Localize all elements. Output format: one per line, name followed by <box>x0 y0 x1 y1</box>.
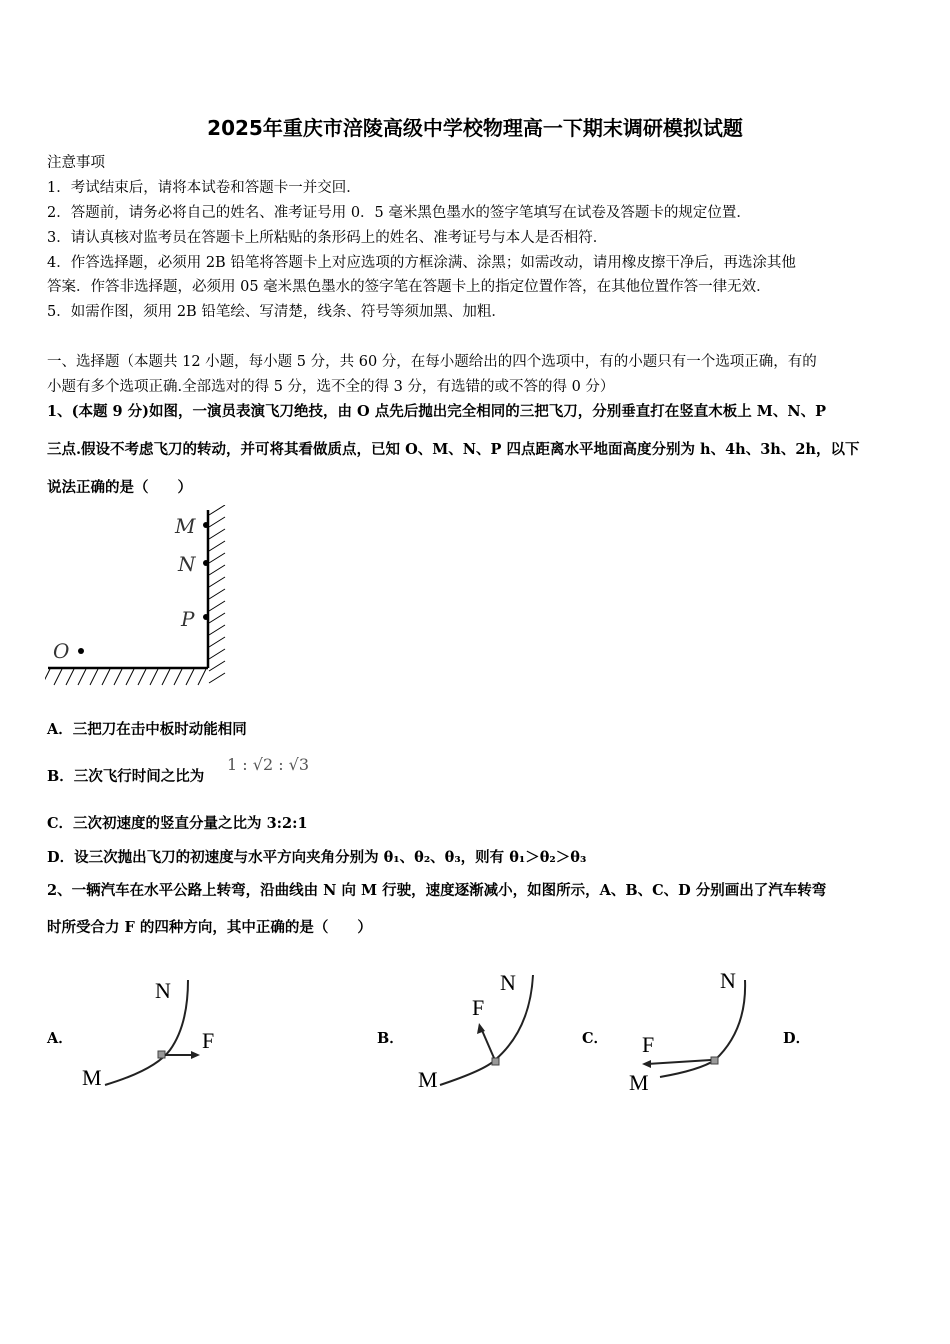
section-heading: 一、选择题（本题共 12 小题，每小题 5 分，共 60 分，在每小题给出的四个选项中，有的小题只有一个选项正确，有的 <box>47 354 817 370</box>
label-n: N <box>720 968 736 993</box>
point-n <box>203 560 209 566</box>
q2-option-b-label: B． <box>377 1030 404 1047</box>
notice-item: 3．请认真核对监考员在答题卡上所粘贴的条形码上的姓名、准考证号与本人是否相符． <box>47 230 608 246</box>
label-m: M <box>418 1067 438 1092</box>
q1-figure <box>45 505 235 690</box>
car-marker <box>711 1057 718 1064</box>
label-n: N <box>178 552 196 576</box>
notice-heading: 注意事项 <box>47 155 105 171</box>
notice-item: 答案．作答非选择题，必须用 05 毫米黑色墨水的签字笔在答题卡上的指定位置作答，在其他位置作答一律无效． <box>47 279 771 295</box>
car-marker <box>492 1058 499 1065</box>
label-n: N <box>500 970 516 995</box>
q2-figure-b <box>415 960 555 1095</box>
label-m: M <box>82 1065 102 1090</box>
point-o <box>78 648 84 654</box>
q1-stem-line1: 1、(本题 9 分)如图，一演员表演飞刀绝技，由 O 点先后抛出完全相同的三把飞刀，分别垂直打在竖直木板上 M、N、P <box>47 403 826 420</box>
label-f: F <box>202 1028 215 1053</box>
notice-item: 2．答题前，请务必将自己的姓名、准考证号用 0．5 毫米黑色墨水的签字笔填写在试卷及答题卡的规定位置． <box>47 205 751 221</box>
label-m: M <box>175 514 196 538</box>
board-hatch <box>209 505 225 683</box>
label-f: F <box>472 995 485 1020</box>
label-n: N <box>155 978 171 1003</box>
section-heading-cont: 小题有多个选项正确.全部选对的得 5 分，选不全的得 3 分，有选错的或不答的得 0 分） <box>47 379 615 395</box>
q1-option-b-math: 1 : √2 : √3 <box>227 755 310 774</box>
q1-stem-line3: 说法正确的是（ ） <box>47 479 192 496</box>
q2-figure-a <box>80 970 240 1095</box>
q1-stem-line2: 三点.假设不考虑飞刀的转动，并可将其看做质点，已知 O、M、N、P 四点距离水平地面高度分别为 h、4h、3h、2h，以下 <box>47 441 860 458</box>
notice-item: 1．考试结束后，请将本试卷和答题卡一并交回． <box>47 180 361 196</box>
q2-stem-line2: 时所受合力 F 的四种方向，其中正确的是（ ） <box>47 919 372 936</box>
q2-figure-c <box>625 960 765 1095</box>
q2-option-a-label: A． <box>47 1030 73 1047</box>
q2-stem-line1: 2、一辆汽车在水平公路上转弯，沿曲线由 N 向 M 行驶，速度逐渐减小，如图所示，A、B、C、D 分别画出了汽车转弯 <box>47 882 827 899</box>
force-arrow <box>481 1028 494 1058</box>
q1-option-a: A．三把刀在击中板时动能相同 <box>47 721 247 738</box>
label-p: P <box>181 607 195 631</box>
label-o: O <box>53 639 70 663</box>
q2-option-c-label: C． <box>582 1030 609 1047</box>
point-m <box>203 522 209 528</box>
point-p <box>203 614 209 620</box>
q1-option-c: C．三次初速度的竖直分量之比为 3:2:1 <box>47 815 308 832</box>
page-title: 2025年重庆市涪陵高级中学校物理高一下期末调研模拟试题 <box>207 116 743 140</box>
force-arrow <box>647 1060 711 1064</box>
curve-path <box>105 980 188 1085</box>
curve-path <box>440 975 533 1085</box>
notice-item: 4．作答选择题，必须用 2B 铅笔将答题卡上对应选项的方框涂满、涂黑；如需改动，请用橡皮擦干净后，再选涂其他 <box>47 255 796 271</box>
car-marker <box>158 1051 165 1058</box>
label-f: F <box>642 1032 655 1057</box>
label-m: M <box>629 1070 649 1095</box>
q1-option-d: D．设三次抛出飞刀的初速度与水平方向夹角分别为 θ₁、θ₂、θ₃，则有 θ₁＞θ₂＞θ₃ <box>47 849 587 866</box>
q2-option-d-label: D． <box>783 1030 811 1047</box>
q1-option-b: B．三次飞行时间之比为 <box>47 768 205 785</box>
notice-item: 5．如需作图，须用 2B 铅笔绘、写清楚，线条、符号等须加黑、加粗． <box>47 304 506 320</box>
ground-hatch <box>45 669 206 685</box>
